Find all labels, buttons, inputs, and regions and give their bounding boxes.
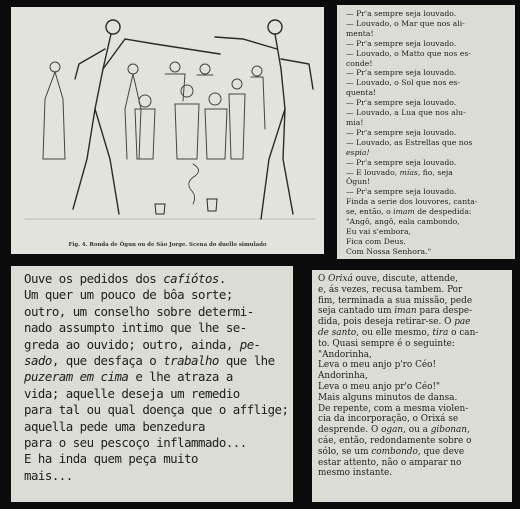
text-line (24, 451, 285, 467)
text-segment: trabalho (163, 353, 219, 369)
text-line (318, 306, 507, 317)
text-segment: — Louvado, o Matto que nos es- (346, 48, 471, 58)
illustration-image (15, 9, 320, 231)
text-segment: mais... (24, 467, 73, 483)
text-segment: puzeram em cima (24, 369, 129, 385)
text-line (346, 9, 508, 19)
text-line (24, 337, 285, 353)
text-segment: cia da incorporação, o Orixá se (318, 414, 459, 425)
text-line (346, 88, 508, 98)
figure-panel (11, 7, 324, 254)
text-line (346, 108, 508, 118)
text-line (346, 29, 508, 39)
text-segment: — Pr'a sempre seja louvado. (346, 68, 457, 78)
text-line (346, 118, 508, 128)
text-line (346, 197, 508, 207)
right-text-column (337, 5, 515, 259)
text-segment: Eu vai s'embora, (346, 226, 411, 236)
bottom-left-text-block (11, 266, 293, 502)
text-segment: Com Nossa Senhora." (346, 246, 432, 256)
text-line (346, 68, 508, 78)
text-segment: tira (432, 327, 449, 338)
text-line (346, 158, 508, 168)
text-line (24, 369, 285, 385)
text-line (346, 207, 508, 217)
text-segment: para despe- (416, 306, 473, 317)
text-line (346, 148, 508, 158)
bottom-right-text-block (312, 270, 512, 502)
text-line (346, 78, 508, 88)
text-segment: pae (454, 317, 471, 328)
text-line (24, 320, 285, 336)
text-segment: para o seu pescoço inflammado... (24, 435, 247, 451)
text-segment: combondo (371, 446, 418, 457)
text-line (346, 138, 508, 148)
text-line (318, 339, 507, 350)
text-line (24, 468, 285, 484)
text-segment: dida, pois deseja retirar-se. O (318, 317, 455, 328)
text-line (346, 19, 508, 29)
text-segment: — Pr'a sempre seja louvado. (346, 187, 457, 197)
text-segment: Finda a serie dos louvores, canta- (346, 197, 478, 207)
text-segment: O (318, 274, 329, 284)
text-segment: to. Quasi sempre é o seguinte: (318, 338, 455, 349)
text-segment: mías (399, 167, 418, 177)
text-line (346, 217, 508, 227)
text-segment: gibonan (430, 425, 468, 436)
text-line (346, 187, 508, 197)
text-segment: sólo, se um (318, 446, 372, 457)
text-segment: — E louvado, (346, 167, 400, 177)
text-segment: mia! (346, 117, 364, 127)
text-segment: que lhe (218, 353, 275, 369)
text-line (318, 285, 507, 296)
text-line (24, 435, 285, 451)
text-segment: se, então, o (346, 207, 394, 217)
text-line (318, 425, 507, 436)
text-segment: , (467, 425, 470, 436)
text-segment: espia! (346, 147, 370, 157)
text-segment: fim, terminada a sua missão, pede (318, 295, 473, 306)
text-segment: pe- (239, 336, 261, 352)
text-segment: , fio, seja (417, 167, 453, 177)
text-segment: — Pr'a sempre seja louvado. (346, 98, 457, 108)
text-line (24, 353, 285, 369)
text-line (346, 128, 508, 138)
text-segment: outro, um conselho sobre determi- (24, 303, 254, 319)
text-line (318, 414, 507, 425)
text-segment: e lhe atraza a (128, 369, 233, 385)
text-line (318, 350, 507, 361)
text-segment: Andorinha, (318, 371, 368, 382)
text-line (318, 468, 507, 479)
text-line (24, 287, 285, 303)
text-segment: Leva o meu anjo p'ro Céo! (318, 360, 437, 371)
text-segment: vida; aquelle deseja um remedio (24, 385, 240, 401)
text-segment: Orixá (328, 274, 353, 284)
text-segment: "Andorinha, (318, 349, 372, 360)
text-segment: ouve, discute, attende, (352, 274, 458, 284)
text-segment: mesmo instante. (318, 468, 393, 479)
text-line (318, 360, 507, 371)
text-segment: . (218, 271, 226, 286)
figure-caption: Fig. 4. Ronda de Ôgun ou de São Jorge. Scena do duello simulado (68, 242, 267, 248)
text-segment: aquella pede uma benzedura (24, 418, 205, 434)
text-segment: conde! (346, 58, 373, 68)
text-segment: — Louvado, o Sol que nos es- (346, 78, 460, 88)
text-segment: cáe, então, redondamente sobre o (318, 435, 472, 446)
text-segment: De repente, com a mesma violen- (318, 403, 469, 414)
text-segment: , ou elle mesmo, (356, 327, 433, 338)
text-line (24, 402, 289, 418)
text-line (318, 296, 507, 307)
text-line (346, 177, 508, 187)
text-segment: Ouve os pedidos dos (24, 271, 164, 286)
text-segment: E ha inda quem peça muito (24, 451, 198, 467)
text-line (318, 382, 507, 393)
text-segment: — Pr'a sempre seja louvado. (346, 157, 457, 167)
text-segment: , que deve (417, 446, 465, 457)
text-segment: quenta! (346, 88, 377, 98)
text-line (346, 59, 508, 69)
text-segment: cafiótos (163, 271, 219, 286)
text-line (24, 419, 285, 435)
text-segment: de santo (318, 327, 357, 338)
text-segment: , que desfaça o (51, 353, 164, 369)
text-segment: — Louvado, o Mar que nos ali- (346, 18, 465, 28)
text-segment: iman (394, 306, 417, 317)
text-segment: — Louvado, a Lua que nos alu- (346, 108, 466, 118)
text-segment: greda ao ouvido; outro, ainda, (24, 336, 240, 352)
text-line (318, 458, 507, 469)
text-line (318, 436, 507, 447)
text-segment: menta! (346, 28, 374, 38)
text-segment: estar attento, não o amparar no (318, 457, 462, 468)
text-segment: e, ás vezes, recusa tambem. Por (318, 284, 463, 295)
text-line (318, 393, 507, 404)
text-line (318, 447, 507, 458)
text-segment: — Louvado, as Estrellas que nos (346, 137, 473, 147)
text-line (24, 271, 285, 287)
text-segment: Leva o meu anjo pr'o Céo!" (318, 381, 441, 392)
text-segment: seja cantado um (318, 306, 395, 317)
text-line (318, 328, 507, 339)
text-segment: — Pr'a sempre seja louvado. (346, 9, 457, 18)
text-segment: nado assumpto intimo que lhe se- (24, 320, 247, 336)
text-line (346, 227, 508, 237)
text-segment: Mais alguns minutos de dansa. (318, 392, 458, 403)
text-segment: para tal ou qual doença que o afflige; (24, 402, 289, 418)
text-line (346, 98, 508, 108)
text-segment: Fica com Deus. (346, 236, 406, 246)
text-line (346, 39, 508, 49)
text-segment: Ôgun! (346, 177, 371, 187)
text-line (346, 49, 508, 59)
text-segment: Um quer um pouco de bôa sorte; (24, 287, 233, 303)
text-segment: , ou a (403, 425, 431, 436)
text-line (24, 386, 285, 402)
text-line (346, 237, 508, 247)
text-segment: "Angô, angô, eala cambondo, (346, 217, 460, 227)
text-line (318, 317, 507, 328)
text-line (346, 168, 508, 178)
text-line (318, 404, 507, 415)
text-segment: imam (393, 207, 415, 217)
text-segment: — Pr'a sempre seja louvado. (346, 127, 457, 137)
text-line (346, 247, 508, 257)
text-segment: de despedida: (414, 207, 472, 217)
text-segment: ogan (381, 425, 404, 436)
text-segment: — Pr'a sempre seja louvado. (346, 38, 457, 48)
text-segment: sado (24, 353, 52, 369)
text-line (318, 274, 507, 285)
text-segment: o can- (448, 327, 479, 338)
text-line (318, 371, 507, 382)
text-line (24, 304, 285, 320)
text-segment: desprende. O (318, 425, 382, 436)
